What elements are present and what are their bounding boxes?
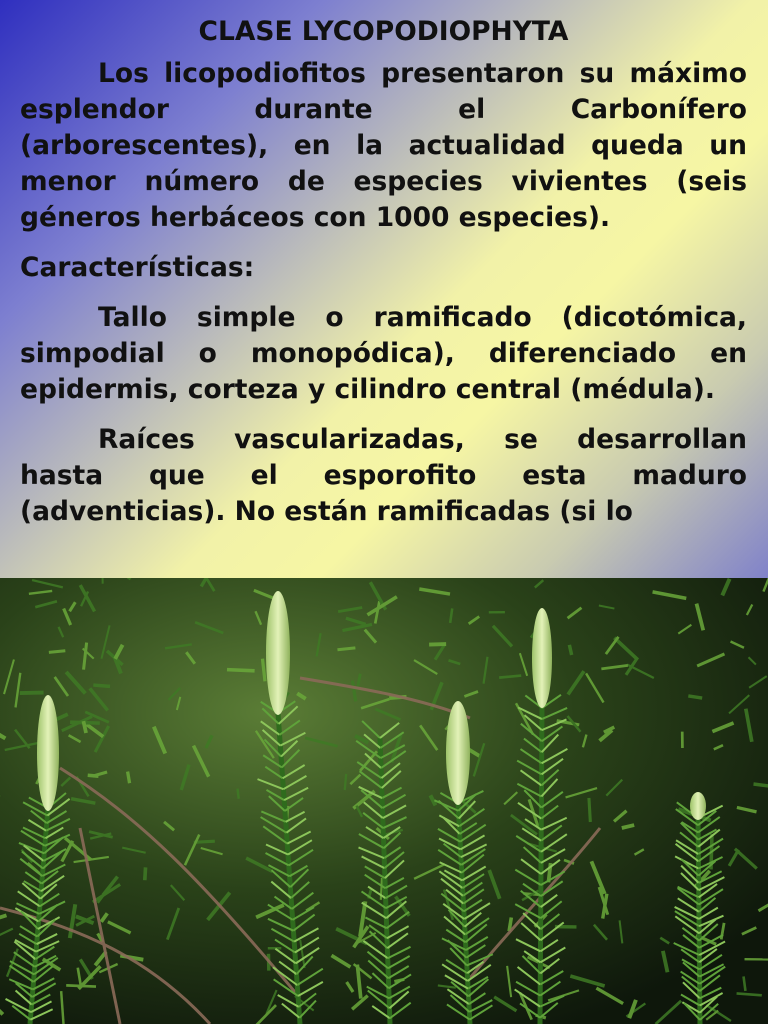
characteristics-heading: Características: — [20, 252, 255, 283]
intro-paragraph: Los licopodiofitos presentaron su máximo esplendor durante el Carbonífero (arborescentes), en la actualidad queda un menor número de especies vivientes (seis géneros herbáceos con 1000 especies). — [20, 58, 747, 233]
slide-text-block — [20, 14, 747, 544]
stem-paragraph: Tallo simple o ramificado (dicotómica, simpodial o monopódica), diferenciado en epidermis, corteza y cilindro central (médula). — [20, 302, 747, 405]
roots-paragraph: Raíces vascularizadas, se desarrollan hasta que el esporofito esta maduro (adventicias). No están ramificadas (si lo — [20, 424, 747, 527]
lycopodium-plant-photo — [0, 578, 768, 1024]
slide-title: CLASE LYCOPODIOPHYTA — [198, 16, 569, 47]
